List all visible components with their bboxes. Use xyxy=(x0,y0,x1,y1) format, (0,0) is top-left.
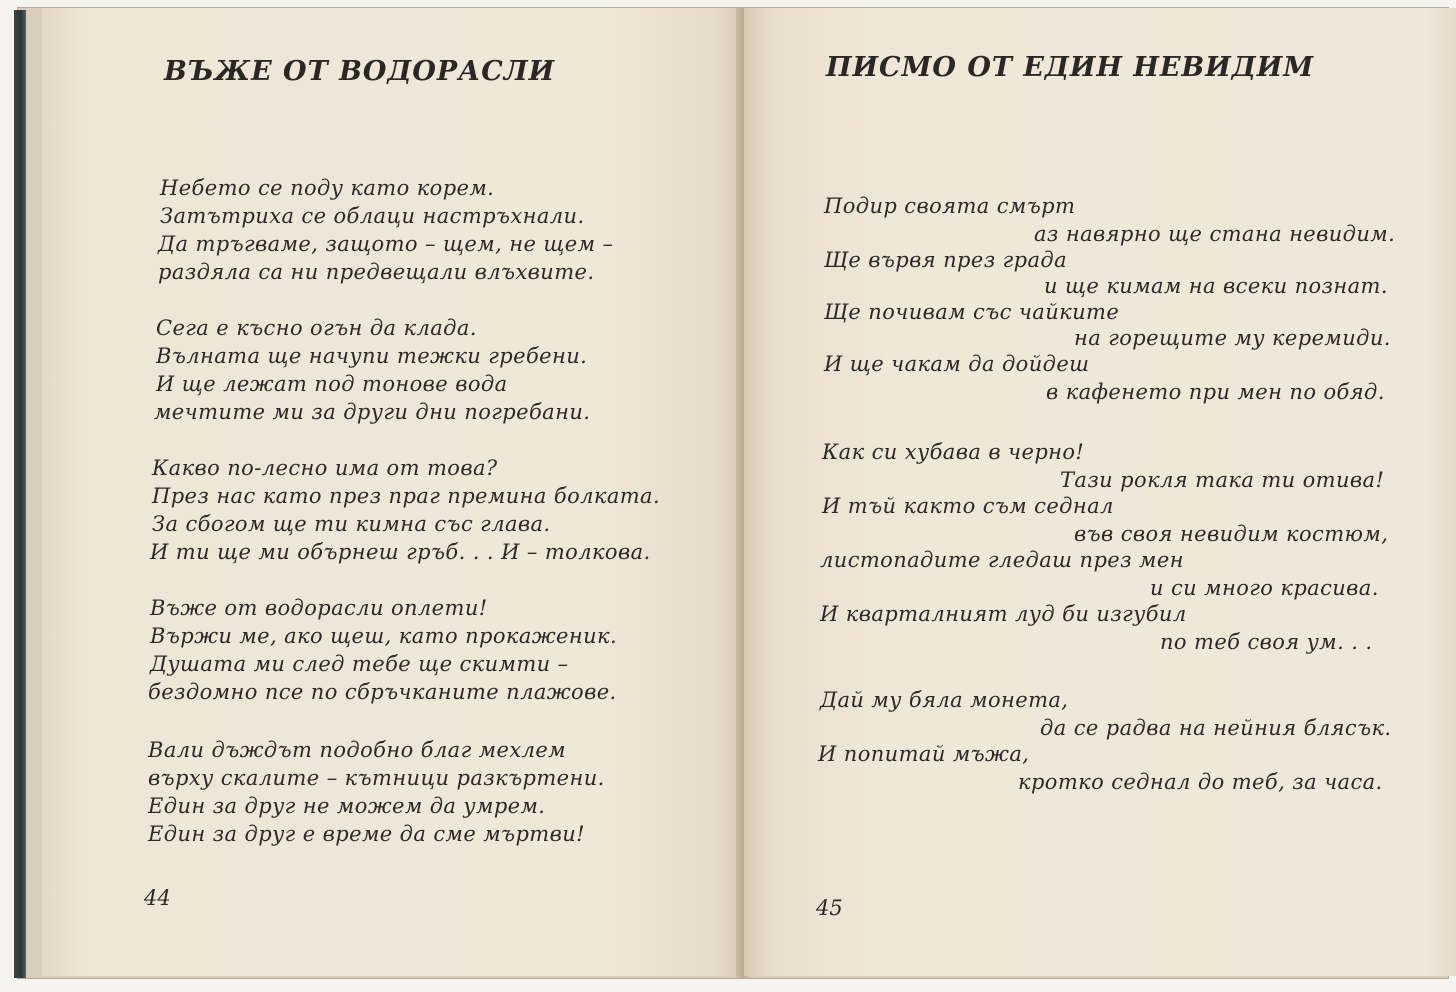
poem-line: И тъй както съм седнал xyxy=(822,494,1114,518)
poem-line: Как си хубава в черно! xyxy=(822,440,1085,464)
poem-line: Ще почивам със чайките xyxy=(824,300,1120,324)
poem-line: И попитай мъжа, xyxy=(818,742,1030,766)
left-page xyxy=(42,8,742,976)
poem-line: Ще вървя през града xyxy=(824,248,1068,272)
poem-line: Вали дъждът подобно благ мехлем xyxy=(148,738,566,762)
poem-line: Дай му бяла монета, xyxy=(820,688,1069,712)
poem-line: мечтите ми за други дни погребани. xyxy=(154,400,591,424)
poem-line: Един за друг е време да сме мъртви! xyxy=(148,822,585,846)
poem-line: Тази рокля така ти отива! xyxy=(1060,468,1385,492)
poem-line: Вържи ме, ако щеш, като прокаженик. xyxy=(150,624,618,648)
poem-line: През нас като през праг премина болката. xyxy=(152,484,661,508)
right-page xyxy=(744,8,1456,976)
poem-line: Един за друг не можем да умрем. xyxy=(148,794,546,818)
poem-line: по теб своя ум. . . xyxy=(1160,630,1373,654)
poem-line: върху скалите – кътници разкъртени. xyxy=(148,766,605,790)
poem-line: аз навярно ще стана невидим. xyxy=(1034,222,1396,246)
poem-title-left: ВЪЖЕ ОТ ВОДОРАСЛИ xyxy=(164,56,556,87)
poem-line: листопадите гледаш през мен xyxy=(820,548,1184,572)
poem-title-right: ПИСМО ОТ ЕДИН НЕВИДИМ xyxy=(826,52,1315,83)
poem-line: на горещите му керемиди. xyxy=(1074,326,1391,350)
poem-line: бездомно псе по сбръчканите плажове. xyxy=(148,680,617,704)
page-number-right: 45 xyxy=(816,896,843,920)
poem-line: кротко седнал до теб, за часа. xyxy=(1018,770,1383,794)
poem-line: и си много красива. xyxy=(1150,576,1379,600)
poem-line: във своя невидим костюм, xyxy=(1074,522,1389,546)
poem-line: Затътриха се облаци настръхнали. xyxy=(160,204,585,228)
poem-line: И ще чакам да дойдеш xyxy=(824,352,1090,376)
poem-line: И ще лежат под тонове вода xyxy=(156,372,508,396)
poem-line: да се радва на нейния блясък. xyxy=(1040,716,1392,740)
book-spine-edge xyxy=(14,10,26,978)
poem-line: в кафенето при мен по обяд. xyxy=(1046,380,1385,404)
poem-line: Душата ми след тебе ще скимти – xyxy=(150,652,569,676)
poem-line: раздяла са ни предвещали влъхвите. xyxy=(158,260,595,284)
poem-line: Вълната ще начупи тежки гребени. xyxy=(156,344,588,368)
poem-line: Да тръгваме, защото – щем, не щем – xyxy=(158,232,614,256)
poem-line: И кварталният луд би изгубил xyxy=(820,602,1187,626)
poem-line: Небето се поду като корем. xyxy=(160,176,495,200)
poem-line: Въже от водорасли оплети! xyxy=(150,596,488,620)
page-number-left: 44 xyxy=(144,886,171,910)
open-book xyxy=(18,8,1448,978)
poem-line: и ще кимам на всеки познат. xyxy=(1044,274,1388,298)
poem-line: И ти ще ми обърнеш гръб. . . И – толкова. xyxy=(150,540,651,564)
poem-line: За сбогом ще ти кимна със глава. xyxy=(152,512,551,536)
poem-line: Сега е късно огън да клада. xyxy=(156,316,477,340)
poem-line: Подир своята смърт xyxy=(824,194,1076,218)
poem-line: Какво по-лесно има от това? xyxy=(152,456,498,480)
